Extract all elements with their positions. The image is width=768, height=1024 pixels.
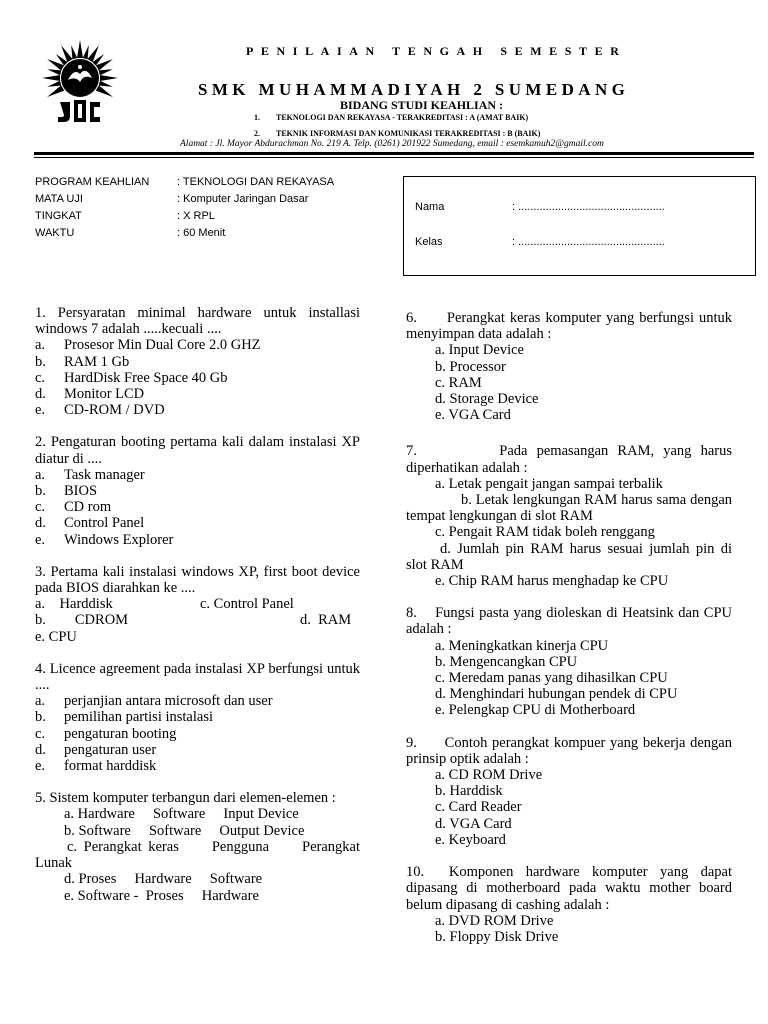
school-logo-icon <box>34 38 126 130</box>
option: a. CD ROM Drive <box>435 767 543 784</box>
question-stem: 6. Perangkat keras komputer yang berfungsi untuk menyimpan data adalah : <box>406 310 736 343</box>
option: a. DVD ROM Drive <box>435 912 554 929</box>
question-6 <box>406 310 736 424</box>
option: b. BIOS <box>35 483 98 500</box>
option: a. Input Device <box>435 342 524 359</box>
info-row-grade: TINGKAT : X RPL <box>35 210 215 222</box>
question-stem: 3. Pertama kali instalasi windows XP, first boot device pada BIOS diarahkan ke .... <box>35 563 360 597</box>
program-line-1: 1. TEKNOLOGI DAN REKAYASA - TERAKREDITASI : A (AMAT BAIK) <box>254 113 529 122</box>
question-stem: 10. Komponen hardware komputer yang dapat dipasang di motherboard pada waktu mother board belum dipasang di cashing adalah : <box>406 864 736 913</box>
option: c. Perangkat keras Pengguna Perangkat Lunak <box>35 838 364 872</box>
option: a. Task manager <box>35 466 145 483</box>
student-identity-box <box>403 176 756 276</box>
option: a. perjanjian antara microsoft dan user <box>35 693 273 710</box>
question-stem: 7. Pada pemasangan RAM, yang harus diperhatikan adalah : <box>406 443 736 476</box>
school-name: SMK MUHAMMADIYAH 2 SUMEDANG <box>198 80 630 99</box>
option: b. Harddisk <box>435 783 503 800</box>
option: b. Mengencangkan CPU <box>435 653 578 670</box>
option: a. Meningkatkan kinerja CPU <box>435 637 609 654</box>
question-10 <box>406 864 736 945</box>
questions-right-column <box>406 305 736 961</box>
question-2 <box>35 434 360 547</box>
option: d. Monitor LCD <box>35 386 145 403</box>
questions-left-column <box>35 305 364 920</box>
option: b. Software Software Output Device <box>64 822 305 839</box>
option: e. Chip RAM harus menghadap ke CPU <box>435 573 669 590</box>
info-row-time: WAKTU : 60 Menit <box>35 227 226 239</box>
question-stem: 5. Sistem komputer terbangun dari elemen-elemen : <box>35 790 336 807</box>
question-3 <box>35 564 360 645</box>
question-8 <box>406 605 736 719</box>
option: e. Pelengkap CPU di Motherboard <box>435 702 636 719</box>
info-row-program: PROGRAM KEAHLIAN : TEKNOLOGI DAN REKAYASA <box>35 176 335 188</box>
option-row: b. CDROM d. RAM <box>35 612 352 629</box>
option: e. Software - Proses Hardware <box>64 887 259 904</box>
option: d. Jumlah pin RAM harus sesuai jumlah pin di slot RAM <box>406 540 732 573</box>
option: a. Hardware Software Input Device <box>64 806 299 823</box>
option: a. Prosesor Min Dual Core 2.0 GHZ <box>35 337 261 354</box>
question-stem: 9. Contoh perangkat kompuer yang bekerja dengan prinsip optik adalah : <box>406 734 736 767</box>
option: d. VGA Card <box>435 815 512 832</box>
option-row: a. Harddisk c. Control Panel <box>35 596 294 613</box>
school-address: Alamat : Jl. Mayor Abdurachman No. 219 A. Telp. (0261) 201922 Sumedang, email : esemkamuh2@gmail.com <box>180 139 604 149</box>
header-divider <box>34 152 754 155</box>
option: c. CD rom <box>35 499 112 516</box>
option: d. Control Panel <box>35 515 145 532</box>
program-line-2: 2. TEKNIK INFORMASI DAN KOMUNIKASI TERAKREDITASI : B (BAIK) <box>254 129 541 138</box>
header-divider-thin <box>34 157 754 158</box>
option: e. Windows Explorer <box>35 531 174 548</box>
question-9 <box>406 734 736 848</box>
option: c. RAM <box>435 374 482 391</box>
question-stem: 2. Pengaturan booting pertama kali dalam instalasi XP diatur di .... <box>35 434 360 467</box>
field-of-study: BIDANG STUDI KEAHLIAN : <box>340 98 504 112</box>
option: d. Menghindari hubungan pendek di CPU <box>435 686 678 703</box>
exam-title: PENILAIAN TENGAH SEMESTER <box>246 44 627 58</box>
option: b. Letak lengkungan RAM harus sama dengan tempat lengkungan di slot RAM <box>406 492 732 525</box>
option: b. RAM 1 Gb <box>35 353 130 370</box>
option: c. Pengait RAM tidak boleh renggang <box>435 524 655 541</box>
option: e. CD-ROM / DVD <box>35 402 165 419</box>
option: c. Meredam panas yang dihasilkan CPU <box>435 670 668 687</box>
question-stem: 1. Persyaratan minimal hardware untuk installasi windows 7 adalah .....kecuali .... <box>35 305 360 338</box>
option: c. HardDisk Free Space 40 Gb <box>35 369 228 386</box>
question-1 <box>35 305 360 418</box>
question-stem: 4. Licence agreement pada instalasi XP berfungsi untuk .... <box>35 660 360 694</box>
option: d. Proses Hardware Software <box>64 871 263 888</box>
exam-info <box>35 176 334 244</box>
option: d. pengaturan user <box>35 741 157 758</box>
question-4 <box>35 661 360 774</box>
question-stem: 8. Fungsi pasta yang dioleskan di Heatsink dan CPU adalah : <box>406 605 736 638</box>
option: c. pengaturan booting <box>35 725 177 742</box>
option: b. Processor <box>435 358 506 375</box>
question-7 <box>406 443 736 590</box>
question-5 <box>35 790 364 904</box>
option: e. CPU <box>35 628 77 645</box>
option: d. Storage Device <box>435 391 539 408</box>
name-field[interactable]: Nama : ................................................ <box>415 201 665 213</box>
info-row-subject: MATA UJI : Komputer Jaringan Dasar <box>35 193 309 205</box>
option: b. pemilihan partisi instalasi <box>35 709 214 726</box>
option: c. Card Reader <box>435 799 522 816</box>
class-field[interactable]: Kelas : ................................................ <box>415 236 665 248</box>
option: a. Letak pengait jangan sampai terbalik <box>435 475 663 492</box>
option: b. Floppy Disk Drive <box>435 928 559 945</box>
option: e. format harddisk <box>35 758 157 775</box>
option: e. VGA Card <box>435 407 511 424</box>
option: e. Keyboard <box>435 831 506 848</box>
